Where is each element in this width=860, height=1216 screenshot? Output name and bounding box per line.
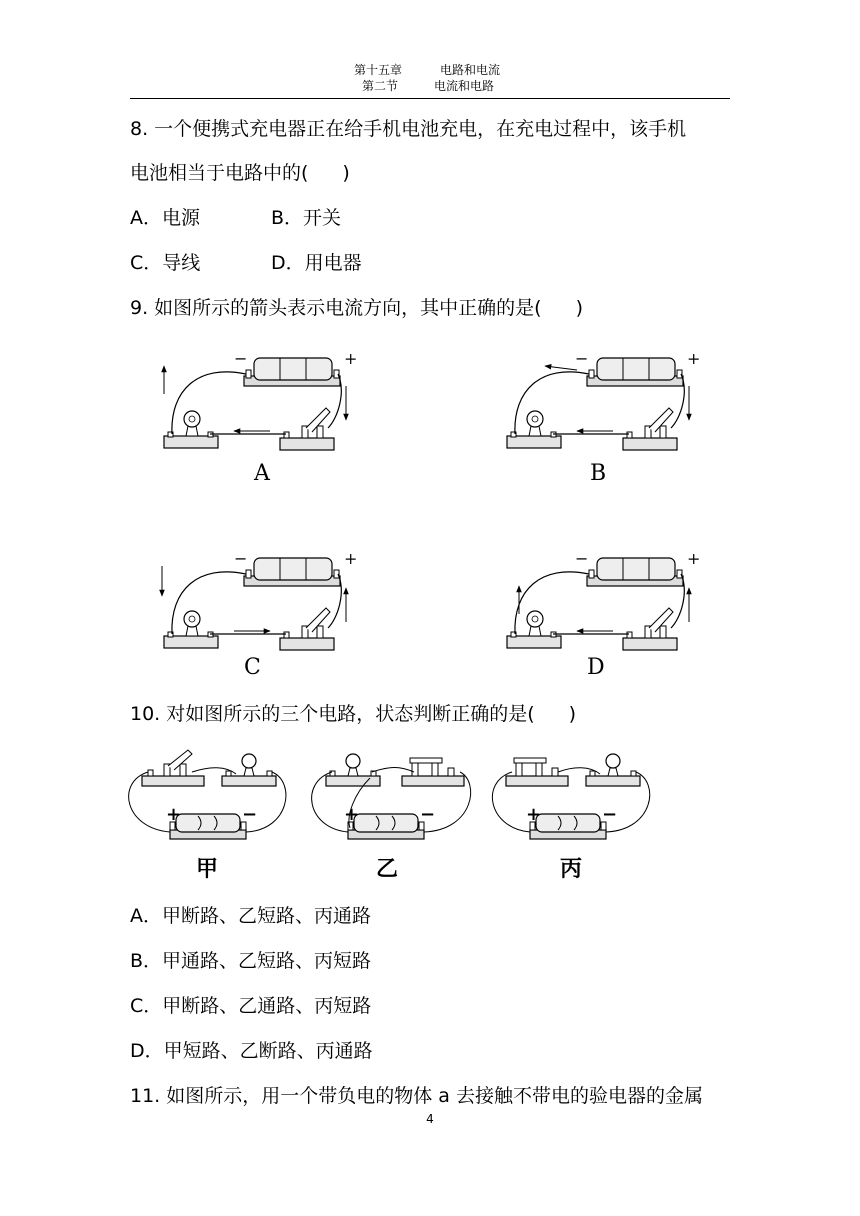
q10-label-jia: 甲 — [196, 856, 219, 882]
q9-label-b: B — [590, 461, 607, 486]
q11-stem-line1: 11. 如图所示，用一个带负电的物体 a 去接触不带电的验电器的金属 — [130, 1085, 703, 1107]
chapter-title: 电路和电流 — [440, 63, 501, 77]
q9-figure-c — [162, 549, 357, 680]
q8-option-c: C．导线 — [130, 252, 201, 274]
q10-option-c: C．甲断路、乙通路、丙短路 — [130, 995, 372, 1017]
q9-circuit-figures — [0, 330, 860, 690]
q10-option-b: B．甲通路、乙短路、丙短路 — [130, 950, 372, 972]
svg-text:+: + — [687, 349, 701, 368]
q10-label-bing: 丙 — [560, 856, 583, 882]
q10-option-a: A．甲断路、乙短路、丙通路 — [130, 905, 371, 927]
svg-text:+: + — [687, 549, 701, 568]
q10-stem: 10. 对如图所示的三个电路，状态判断正确的是( ) — [130, 703, 577, 725]
svg-text:−: − — [234, 549, 248, 568]
svg-text:+: + — [166, 804, 182, 825]
chapter-number: 第十五章 — [354, 63, 403, 77]
section-title: 电流和电路 — [434, 79, 495, 93]
q10-figure-bing — [492, 754, 649, 882]
svg-text:+: + — [344, 349, 358, 368]
q9-figure-a — [164, 349, 357, 486]
q10-figure-jia — [129, 750, 286, 882]
section-number: 第二节 — [362, 79, 399, 93]
q10-label-yi: 乙 — [376, 856, 399, 882]
svg-text:−: − — [602, 804, 618, 825]
q8-option-d: D．用电器 — [271, 252, 362, 274]
svg-text:−: − — [420, 804, 436, 825]
q9-figure-b — [507, 349, 700, 486]
q9-label-a: A — [254, 461, 270, 486]
svg-text:+: + — [344, 549, 358, 568]
q10-circuit-figures — [0, 738, 860, 888]
q10-option-d: D．甲短路、乙断路、丙通路 — [130, 1040, 373, 1062]
page-header — [0, 62, 860, 94]
q9-figure-d — [507, 549, 700, 680]
page-number: 4 — [426, 1112, 434, 1126]
q9-label-d: D — [587, 655, 605, 680]
q8-option-a: A．电源 — [130, 207, 200, 229]
svg-text:−: − — [575, 349, 589, 368]
svg-text:−: − — [242, 804, 258, 825]
header-divider — [130, 98, 730, 99]
q10-figure-yi — [312, 754, 471, 882]
q8-stem-line1: 8. 一个便携式充电器正在给手机电池充电，在充电过程中，该手机 — [130, 118, 687, 140]
q9-label-c: C — [244, 655, 261, 680]
q8-option-b: B．开关 — [271, 207, 342, 229]
q9-stem: 9. 如图所示的箭头表示电流方向，其中正确的是( ) — [130, 297, 584, 319]
svg-text:+: + — [344, 804, 360, 825]
svg-text:−: − — [575, 549, 589, 568]
q8-stem-line2: 电池相当于电路中的( ) — [130, 162, 350, 184]
svg-text:+: + — [526, 804, 542, 825]
svg-text:−: − — [234, 349, 248, 368]
